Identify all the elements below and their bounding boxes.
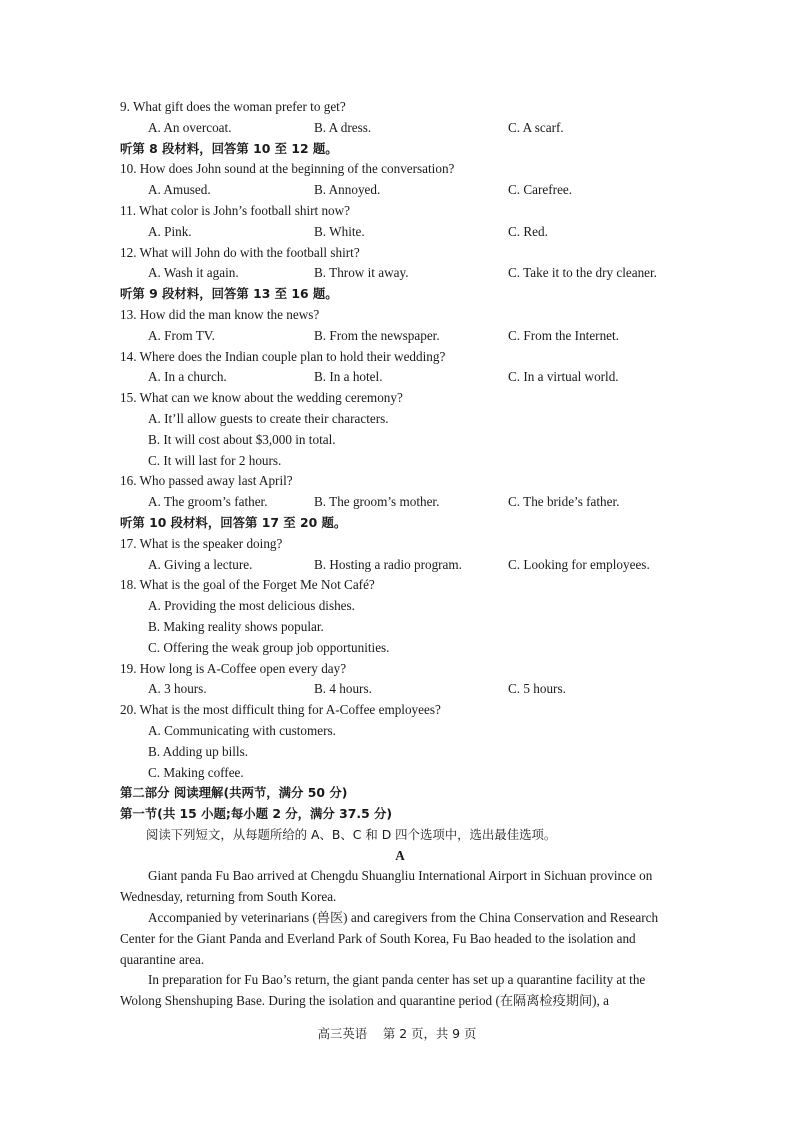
option-9a: A. An overcoat. [148, 119, 232, 135]
section-header-8: 听第 8 段材料，回答第 10 至 12 题。 [120, 140, 338, 156]
question-20: 20. What is the most difficult thing for A-Coffee employees? [120, 702, 441, 718]
options-19 [120, 679, 680, 700]
question-9: 9. What gift does the woman prefer to get? [120, 99, 346, 114]
option-10c: C. Carefree. [508, 182, 573, 198]
passage-paragraph-2: Accompanied by veterinarians (兽医) and caregivers from the China Conservation and Research Center for the Giant Panda and Everland Park of South Korea, Fu Bao headed to the isolation and quarantine area. [120, 910, 659, 967]
option-9c: C. A scarf. [508, 119, 564, 135]
passage-label: A [395, 847, 405, 863]
option-16c: C. The bride’s father. [508, 494, 620, 510]
options-14 [120, 367, 680, 388]
part2-title: 第二部分 阅读理解(共两节，满分 50 分) [120, 785, 348, 801]
question-10: 10. How does John sound at the beginning of the conversation? [120, 161, 455, 177]
option-18c: C. Offering the weak group job opportunities. [148, 639, 390, 655]
option-12b: B. Throw it away. [314, 265, 409, 281]
option-15c: C. It will last for 2 hours. [148, 452, 282, 468]
option-20a: A. Communicating with customers. [148, 722, 336, 738]
question-19: 19. How long is A-Coffee open every day? [120, 660, 347, 676]
page-content [120, 97, 680, 1012]
section1-title: 第一节(共 15 小题;每小题 2 分，满分 37.5 分) [120, 806, 393, 822]
option-13c: C. From the Internet. [508, 327, 619, 343]
option-14c: C. In a virtual world. [508, 369, 619, 385]
option-19b: B. 4 hours. [314, 681, 372, 697]
page-footer [0, 1024, 794, 1042]
option-18b: B. Making reality shows popular. [148, 618, 324, 634]
passage-paragraph-1: Giant panda Fu Bao arrived at Chengdu Shuangliu International Airport in Sichuan province on Wednesday, returning from South Korea. [120, 868, 653, 905]
option-11c: C. Red. [508, 223, 548, 239]
question-14: 14. Where does the Indian couple plan to hold their wedding? [120, 348, 446, 364]
option-16b: B. The groom’s mother. [314, 494, 440, 510]
options-12 [120, 263, 680, 284]
instruction: 阅读下列短文，从每题所给的 A、B、C 和 D 四个选项中，选出最佳选项。 [146, 826, 557, 842]
option-11a: A. Pink. [148, 223, 192, 239]
section-header-9: 听第 9 段材料，回答第 13 至 16 题。 [120, 286, 338, 302]
options-13 [120, 326, 680, 347]
option-20b: B. Adding up bills. [148, 743, 249, 759]
question-11: 11. What color is John’s football shirt now? [120, 202, 351, 218]
footer-page-number: 第 2 页，共 9 页 [382, 1026, 477, 1041]
option-12a: A. Wash it again. [148, 265, 239, 281]
option-18a: A. Providing the most delicious dishes. [148, 598, 355, 614]
section-header-10: 听第 10 段材料，回答第 17 至 20 题。 [120, 514, 347, 530]
footer-subject: 高三英语 [317, 1026, 368, 1041]
option-14a: A. In a church. [148, 369, 227, 385]
option-19a: A. 3 hours. [148, 681, 207, 697]
question-16: 16. Who passed away last April? [120, 473, 293, 489]
options-11 [120, 222, 680, 243]
options-16 [120, 492, 680, 513]
option-20c: C. Making coffee. [148, 764, 244, 780]
option-16a: A. The groom’s father. [148, 494, 268, 510]
options-17 [120, 555, 680, 576]
question-18: 18. What is the goal of the Forget Me Not Café? [120, 577, 375, 593]
option-13a: A. From TV. [148, 327, 215, 343]
question-12: 12. What will John do with the football shirt? [120, 244, 360, 260]
question-17: 17. What is the speaker doing? [120, 535, 283, 551]
option-15b: B. It will cost about $3,000 in total. [148, 431, 336, 447]
passage-paragraph-3: In preparation for Fu Bao’s return, the giant panda center has set up a quarantine facility at the Wolong Shenshuping Base. During the isolation and quarantine period (在隔离检疫期间), a [120, 972, 646, 1009]
options-9 [120, 118, 680, 139]
option-12c: C. Take it to the dry cleaner. [508, 265, 657, 281]
option-19c: C. 5 hours. [508, 681, 566, 697]
option-17c: C. Looking for employees. [508, 556, 650, 572]
option-17b: B. Hosting a radio program. [314, 556, 462, 572]
option-17a: A. Giving a lecture. [148, 556, 253, 572]
option-9b: B. A dress. [314, 119, 372, 135]
option-15a: A. It’ll allow guests to create their characters. [148, 410, 389, 426]
option-11b: B. White. [314, 223, 365, 239]
question-13: 13. How did the man know the news? [120, 306, 320, 322]
option-13b: B. From the newspaper. [314, 327, 440, 343]
option-14b: B. In a hotel. [314, 369, 383, 385]
options-10 [120, 180, 680, 201]
question-15: 15. What can we know about the wedding ceremony? [120, 390, 403, 406]
option-10a: A. Amused. [148, 182, 211, 198]
option-10b: B. Annoyed. [314, 182, 381, 198]
